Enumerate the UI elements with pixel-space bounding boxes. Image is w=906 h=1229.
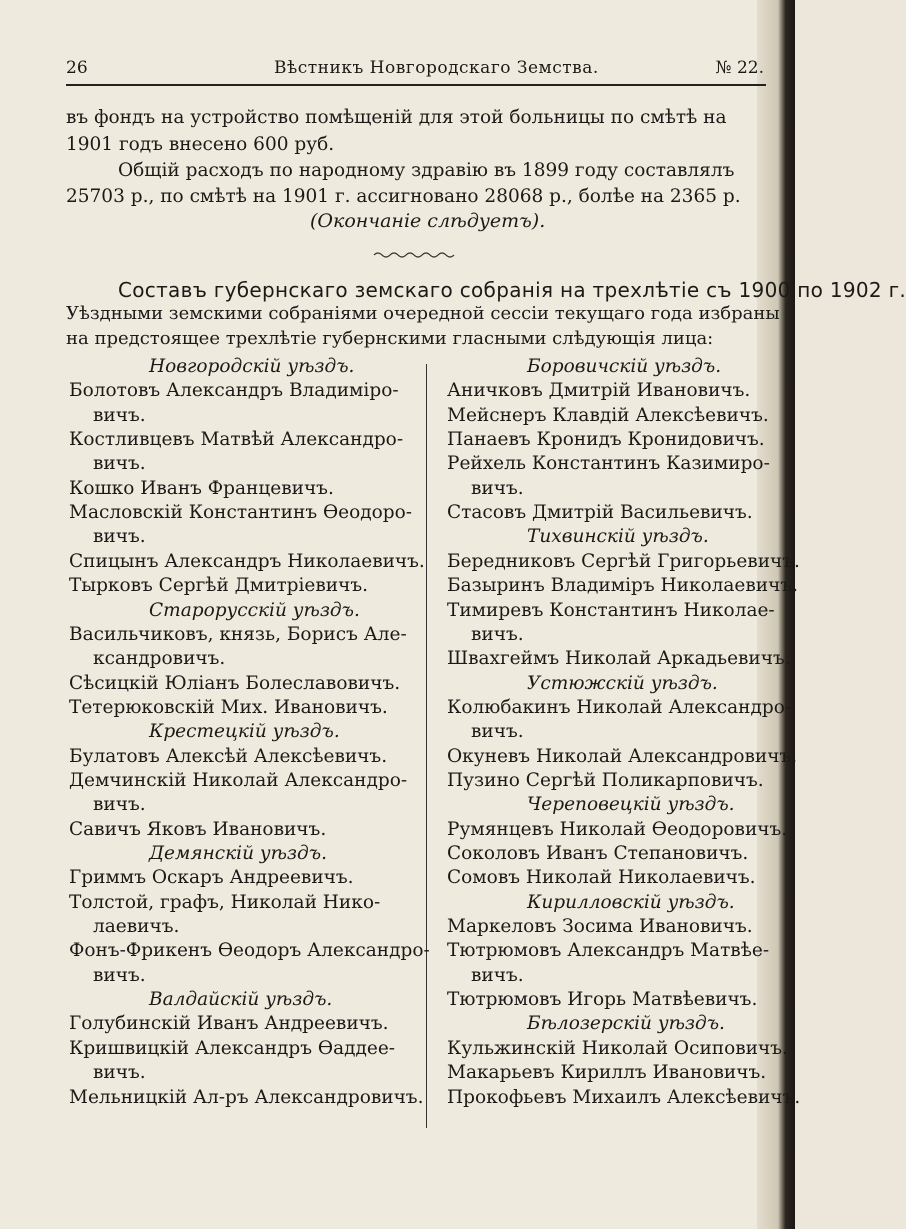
member-name-line: Окуневъ Николай Александровичъ. [447,745,798,767]
member-name-line: Пузино Сергѣй Поликарповичъ. [447,769,764,791]
district-heading: Демянскій уѣздъ. [149,843,327,864]
issue-number: № 22. [715,58,764,78]
member-name-line: Голубинскій Иванъ Андреевичъ. [69,1013,389,1035]
header-rule [66,84,766,86]
district-heading: Череповецкій уѣздъ. [527,794,735,816]
member-name-line: Соколовъ Иванъ Степановичъ. [447,843,749,864]
member-name-line: Болотовъ Александръ Владиміро- [69,380,399,402]
member-name-line: Румянцевъ Николай Ѳеодоровичъ. [447,818,788,840]
opening-line-2: 1901 годъ внесено 600 руб. [66,134,335,155]
member-name-line: вичъ. [93,404,146,426]
district-heading: Устюжскій уѣздъ. [527,672,718,694]
intro-line-1: Уѣздными земскими собраніями очередной сессіи текущаго года избраны [66,303,780,324]
member-name-line: вичъ. [93,453,146,475]
member-name-line: Панаевъ Кронидъ Кронидовичъ. [447,429,765,451]
district-heading: Старорусскій уѣздъ. [149,599,360,621]
member-name-line: Стасовъ Дмитрій Васильевичъ. [447,502,753,524]
district-heading: Кирилловскій уѣздъ. [527,891,735,913]
member-name-line: Маркеловъ Зосима Ивановичъ. [447,916,753,938]
member-name-line: вичъ. [93,794,146,816]
member-name-line: Васильчиковъ, князь, Борисъ Але- [69,623,407,645]
member-name-line: Кульжинскій Николай Осиповичъ. [447,1037,788,1059]
district-heading: Боровичскій уѣздъ. [527,356,722,377]
member-name-line: вичъ. [471,721,524,743]
member-name-line: Масловскій Константинъ Ѳеодоро- [69,502,412,524]
page-number: 26 [66,58,88,78]
district-heading: Тихвинскій уѣздъ. [527,526,709,548]
member-name-line: Толстой, графъ, Николай Нико- [69,891,381,913]
member-name-line: вичъ. [93,964,146,986]
journal-title: Вѣстникъ Новгородскаго Земства. [274,58,599,78]
intro-line-2: на предстоящее трехлѣтіе губернскими гласными слѣдующія лица: [66,328,714,349]
opening-line-1: въ фондъ на устройство помѣщеній для этой больницы по смѣтѣ на [66,107,727,128]
member-name-line: Булатовъ Алексѣй Алексѣевичъ. [69,745,388,767]
member-name-line: вичъ. [93,1062,146,1084]
member-name-line: Тютрюмовъ Александръ Матвѣе- [447,940,770,962]
member-name-line: Кришвицкій Александръ Ѳаддее- [69,1037,396,1059]
member-name-line: Фонъ-Фрикенъ Ѳеодоръ Александро- [69,940,430,962]
member-name-line: вичъ. [93,526,146,548]
member-name-line: вичъ. [471,964,524,986]
member-name-line: Тимиревъ Константинъ Николае- [447,599,775,621]
section-title: Составъ губернскаго земскаго собранія на трехлѣтіе съ 1900 по 1902 г. [118,278,906,302]
member-name-line: Бередниковъ Сергѣй Григорьевичъ. [447,550,800,572]
column-divider [426,364,427,1128]
member-name-line: вичъ. [471,477,524,499]
member-name-line: Демчинскій Николай Александро- [69,769,408,791]
member-name-line: лаевичъ. [93,916,180,938]
member-name-line: Савичъ Яковъ Ивановичъ. [69,818,327,840]
district-heading: Валдайскій уѣздъ. [149,989,333,1011]
member-name-line: Тютрюмовъ Игорь Матвѣевичъ. [447,989,758,1011]
member-name-line: Мейснеръ Клавдій Алексѣевичъ. [447,404,769,426]
member-name-line: Макарьевъ Кириллъ Ивановичъ. [447,1062,767,1084]
member-name-line: Кошко Иванъ Францевичъ. [69,477,334,499]
member-name-line: Колюбакинъ Николай Александро- [447,696,792,718]
member-name-line: Гриммъ Оскаръ Андреевичъ. [69,867,354,889]
member-name-line: Сѣсицкій Юліанъ Болеславовичъ. [69,672,401,694]
member-name-line: Спицынъ Александръ Николаевичъ. [69,550,425,572]
member-name-line: Костливцевъ Матвѣй Александро- [69,429,404,451]
district-heading: Крестецкій уѣздъ. [149,721,340,743]
member-name-line: вичъ. [471,623,524,645]
member-name-line: Базыринъ Владиміръ Николаевичъ. [447,575,799,597]
page-header [66,58,764,80]
opening-line-4: 25703 р., по смѣтѣ на 1901 г. ассигновано 28068 р., болѣе на 2365 р. [66,186,741,207]
member-name-line: Тетерюковскій Мих. Ивановичъ. [69,696,388,718]
section-intro [66,301,780,351]
opening-line-3: Общій расходъ по народному здравію въ 1899 году составлялъ [118,160,735,181]
continuation-note [310,210,545,232]
member-name-line: Рейхель Константинъ Казимиро- [447,453,770,475]
continuation-text: (Окончаніе слѣдуетъ). [310,210,546,232]
member-name-line: Тырковъ Сергѣй Дмитріевичъ. [69,575,369,597]
member-name-line: ксандровичъ. [93,648,226,670]
section-divider-ornament [372,250,458,260]
district-heading: Бѣлозерскій уѣздъ. [527,1013,725,1035]
district-heading: Новгородскій уѣздъ. [149,356,355,377]
member-name-line: Мельницкій Ал-ръ Александровичъ. [69,1086,424,1108]
member-name-line: Прокофьевъ Михаилъ Алексѣевичъ. [447,1086,801,1108]
member-name-line: Сомовъ Николай Николаевичъ. [447,867,756,889]
member-name-line: Аничковъ Дмитрій Ивановичъ. [447,380,751,402]
member-name-line: Швахгеймъ Николай Аркадьевичъ. [447,648,791,670]
